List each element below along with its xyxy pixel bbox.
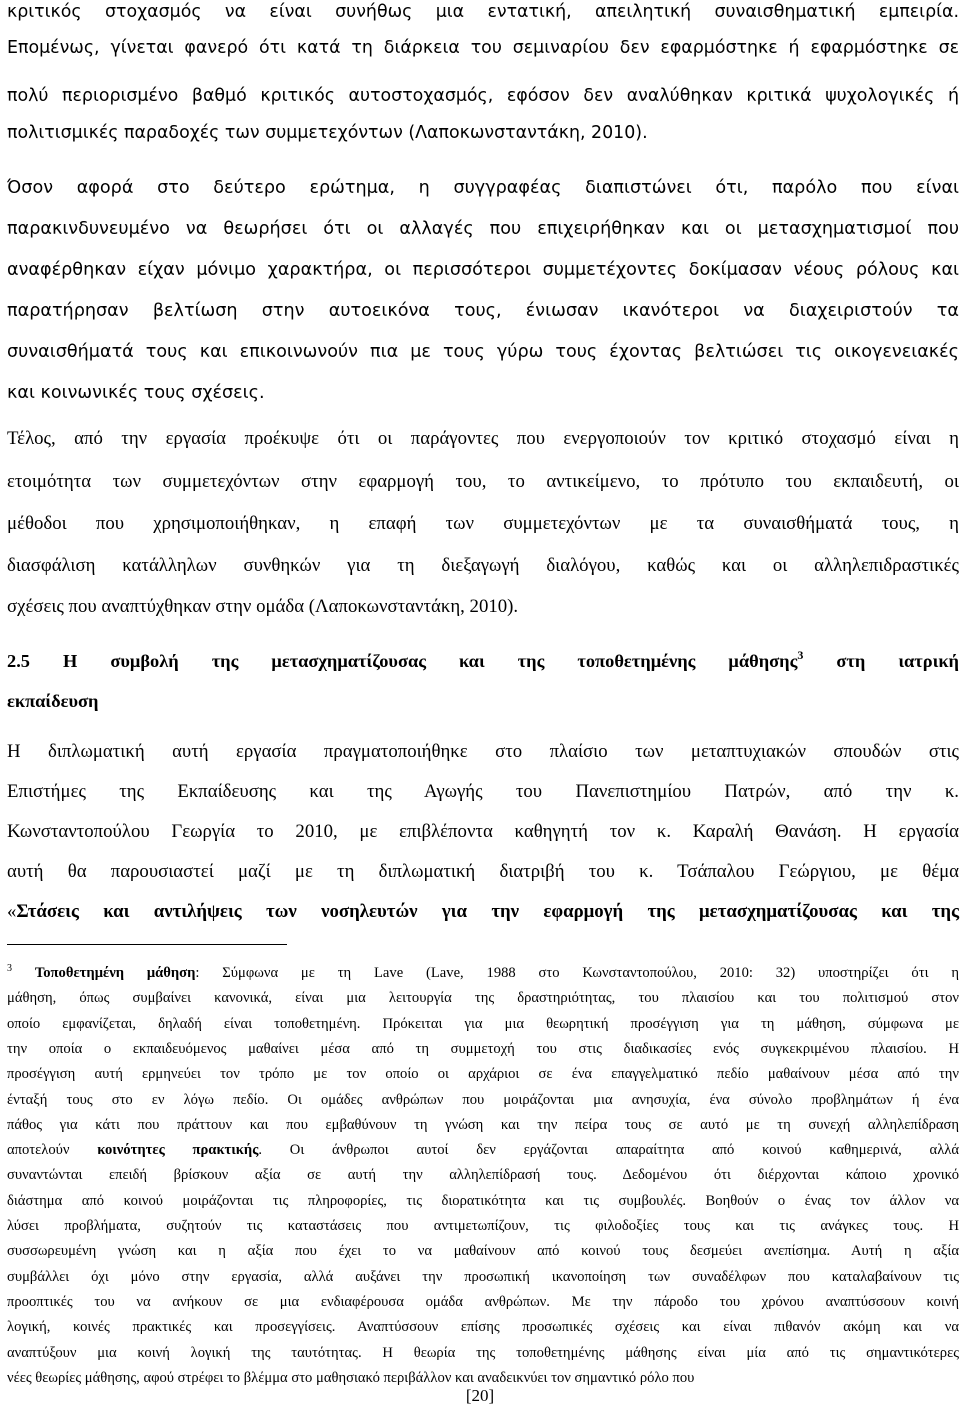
section-heading [7, 648, 959, 674]
footnote-line [7, 1140, 959, 1160]
footnote-text: : Σύμφωνα με τη Lave (Lave, 1988 στο Κωνσταντοπούλου, 2010: 32) υποστηρίζει ότι η [195, 965, 959, 981]
footnote-line: αναπτύξουν μια κοινή λογική της ταυτότητας. Η θεωρία της τοποθετημένης μάθησης είναι μία από τις σημαντικότερες [7, 1345, 959, 1361]
footnote-term: Τοποθετημένη μάθηση [34, 965, 196, 981]
open-quote: « [7, 901, 17, 922]
footnote-line: ένταξή τους στο εν λόγω πεδίο. Οι ομάδες ανθρώπων που μοιράζονται μια ανησυχία, ένα σύνολο προβλημάτων ή ένα [7, 1092, 959, 1108]
paragraph-line: σχέσεις που αναπτύχθηκαν στην ομάδα (Λαποκωνσταντάκη, 2010). [7, 596, 519, 617]
paragraph-line: συναισθήματά τους και επικοινωνούν πια με τους γύρω τους έχοντας βελτιώσει τις οικογενειακές [7, 342, 959, 362]
footnote-line: διάστημα από κοινού μοιράζονται τις πληροφορίες, τις διορατικότητα και τις συμβουλές. Βοηθούν ο ένας τον άλλον να [7, 1193, 959, 1209]
paragraph-line: αυτή θα παρουσιαστεί μαζί με τη διπλωματική διατριβή του κ. Τσάπαλου Γεώργιου, με θέμα [7, 861, 959, 882]
paragraph-line: διασφάλιση κατάλληλων συνθηκών για τη διεξαγωγή διαλόγου, καθώς και οι αλληλεπιδραστικές [7, 555, 959, 576]
paragraph-line: κριτικός στοχασμός να είναι συνήθως μια εντατική, απειλητική συναισθηματική εμπειρία. [7, 2, 959, 22]
section-heading-text-end: στη ιατρική [836, 651, 959, 671]
footnote-line: συμβάλλει όχι μόνο στην εργασία, αλλά αυξάνει την προσωπική ικανοποίηση των συναδέλφων που καταλαβαίνουν τις [7, 1269, 959, 1285]
footnote-line: μάθηση, όπως συμβαίνει κανονικά, είναι μια λειτουργία της δραστηριότητας, του πλαισίου και του πολιτισμού στον [7, 990, 959, 1006]
paragraph-line: πολύ περιορισμένο βαθμό κριτικός αυτοστοχασμός, εφόσον δεν αναλύθηκαν κριτικά ψυχολογικές ή [7, 86, 959, 106]
footnote-line: νέες θεωρίες μάθησης, αφού στρέφει το βλέμμα στο μαθησιακό περιβάλλον και αναδεικνύει τον σημαντικό ρόλο που [7, 1370, 695, 1386]
paragraph-line [7, 899, 959, 925]
paragraph-line: μέθοδοι που χρησιμοποιήθηκαν, η επαφή των συμμετεχόντων με τα συναισθήματά τους, η [7, 513, 959, 534]
footnote-line: την οποία ο εκπαιδευόμενος μαθαίνει μέσα από τη συμμετοχή του στις διαδικασίες ενός συγκεκριμένου πλαισίου. Η [7, 1041, 959, 1057]
footnote-line: συσσωρευμένη γνώση και η αξία που έχει το να μαθαίνουν από κοινού τους δεσμεύει ανεπίσημα. Αυτή η αξία [7, 1243, 959, 1259]
footnote-reference[interactable]: 3 [797, 648, 804, 662]
footnote-separator [7, 944, 287, 945]
footnote-line [7, 963, 959, 983]
footnote-line: λογική, κοινές πρακτικές και προσεγγίσεις. Αναπτύσσουν επίσης προσωπικές σχέσεις και είναι πιθανόν ακόμη και να [7, 1319, 959, 1335]
paragraph-line: Η διπλωματική αυτή εργασία πραγματοποιήθηκε στο πλαίσιο των μεταπτυχιακών σπουδών στις [7, 741, 959, 762]
footnote-line: προοπτικές του να ανήκουν σε μια ενδιαφέρουσα ομάδα ανθρώπων. Με την πάροδο του χρόνου αναπτύσσουν κοινή [7, 1294, 959, 1310]
thesis-title: Στάσεις και αντιλήψεις των νοσηλευτών για την εφαρμογή της μετασχηματίζουσας και της [16, 901, 959, 922]
footnote-line: οποίο εμφανίζεται, δηλαδή είναι τοποθετημένη. Πρόκειται για μια θεωρητική προσέγγιση για τη μάθηση, σύμφωνα με [7, 1016, 959, 1032]
paragraph-line: και κοινωνικές τους σχέσεις. [7, 383, 265, 403]
footnote-mark: 3 [7, 963, 12, 974]
paragraph-line: ετοιμότητα των συμμετεχόντων στην εφαρμογή του, το αντικείμενο, το πρότυπο του εκπαιδευτή, οι [7, 471, 959, 492]
footnote-text: αποτελούν [7, 1142, 98, 1158]
paragraph-line: Τέλος, από την εργασία προέκυψε ότι οι παράγοντες που ενεργοποιούν τον κριτικό στοχασμό είναι η [7, 428, 959, 449]
paragraph-line: Κωνσταντοπούλου Γεωργία το 2010, με επιβλέποντα καθηγητή τον κ. Καραλή Θανάση. Η εργασία [7, 821, 959, 842]
paragraph-line: Επομένως, γίνεται φανερό ότι κατά τη διάρκεια του σεμιναρίου δεν εφαρμόστηκε ή εφαρμόστηκε σε [7, 38, 959, 58]
footnote-line: συναντώνται επειδή βρίσκουν αξία σε αυτή την αλληλεπίδρασή τους. Δεδομένου ότι διέρχονται κάποιο χρονικό [7, 1167, 959, 1183]
section-heading-text: 2.5 Η συμβολή της μετασχηματίζουσας και της τοποθετημένης μάθησης [7, 651, 798, 671]
footnote-line: πάθος για κάτι που πράττουν και που εμβαθύνουν τη γνώση και την πείρα τους σε αυτό με τη συνεχή αλληλεπίδραση [7, 1117, 959, 1133]
paragraph-line: παρατήρησαν βελτίωση στην αυτοεικόνα τους, ένιωσαν ικανότεροι να διαχειριστούν τα [7, 301, 959, 321]
paragraph-line: Όσον αφορά στο δεύτερο ερώτημα, η συγγραφέας διαπιστώνει ότι, παρόλο που είναι [7, 178, 959, 198]
paragraph-line: αναφέρθηκαν είχαν μόνιμο χαρακτήρα, οι περισσότεροι συμμετέχοντες δοκίμασαν νέους ρόλους και [7, 260, 959, 280]
section-heading-continued: εκπαίδευση [7, 691, 99, 711]
page-number: [20] [465, 1386, 495, 1405]
paragraph-line: Επιστήμες της Εκπαίδευσης και της Αγωγής του Πανεπιστημίου Πατρών, από την κ. [7, 781, 959, 802]
paragraph-line: παρακινδυνευμένο να θεωρήσει ότι οι αλλαγές που επιχειρήθηκαν και οι μετασχηματισμοί που [7, 219, 959, 239]
footnote-text: . Οι άνθρωποι αυτοί δεν εργάζονται απαραίτητα από κοινού καθημερινά, αλλά [258, 1142, 960, 1158]
footnote-line: λύσει προβλήματα, συζητούν τις καταστάσεις που αντιμετωπίζουν, τις φιλοδοξίες τους και τις ανάγκες τους. Η [7, 1218, 959, 1234]
footnote-emphasis: κοινότητες πρακτικής [97, 1142, 259, 1158]
paragraph-line: πολιτισμικές παραδοχές των συμμετεχόντων (Λαποκωνσταντάκη, 2010). [7, 123, 648, 143]
footnote-line: προσέγγιση αυτή ερμηνεύει τον τρόπο με τον οποίο οι αρχάριοι σε ένα επαγγελματικό πεδίο μαθαίνουν μέσα από την [7, 1066, 959, 1082]
